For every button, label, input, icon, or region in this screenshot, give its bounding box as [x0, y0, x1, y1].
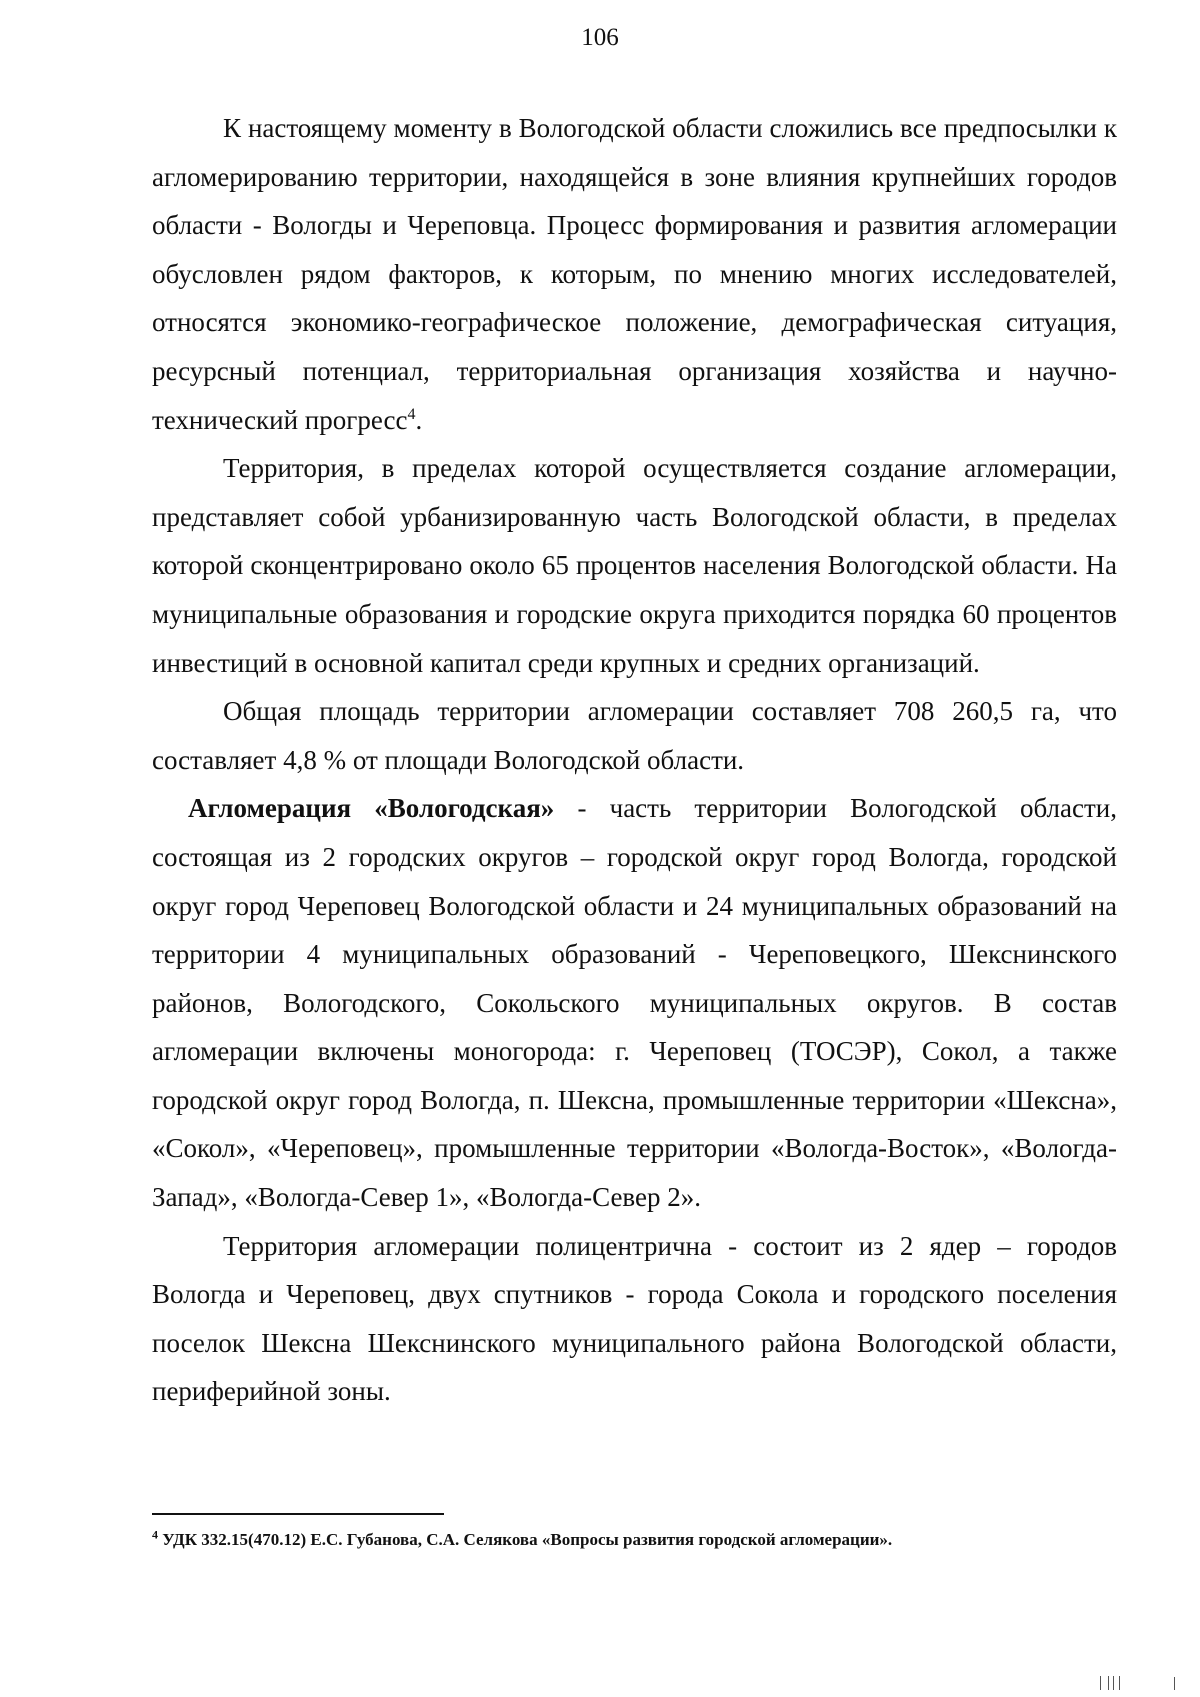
footnote-ref[interactable]: 4: [407, 405, 416, 423]
paragraph-prerequisites: [152, 104, 1117, 444]
agglomeration-name: Агломерация «Вологодская»: [188, 793, 555, 824]
paragraph-polycentric: Территория агломерации полицентрична - состоит из 2 ядер – городов Вологда и Череповец, двух спутников - города Сокола и городского поселения поселок Шексна Шекснинского муниципального района Вологодской области, периферийной зоны.: [152, 1230, 1117, 1407]
paragraph-agglomeration-text: - часть территории Вологодской области, состоящая из 2 городских округов – городской округ город Вологда, городской округ город Череповец Вологодской области и 24 муниципальных образований на территории 4 муниципальных образований - Череповецкого, Шекснинского районов, Вологодского, Сокольского муниципальных округов. В состав агломерации включены моногорода: г. Череповец (ТОСЭР), Сокол, а также городской округ город Вологда, п. Шексна, промышленные территории «Шексна», «Сокол», «Череповец», промышленные территории «Вологда-Восток», «Вологда-Запад», «Вологда-Север 1», «Вологда-Север 2».: [152, 793, 1117, 1213]
paragraph-prerequisites-end: .: [415, 404, 423, 435]
footnote-divider: [152, 1513, 444, 1515]
body-text: [152, 104, 1117, 1416]
page-number: 106: [581, 24, 619, 51]
scan-artifact-tick: [1174, 1677, 1175, 1690]
scan-artifact-mark: [1100, 1676, 1120, 1690]
footnote: [152, 1527, 1117, 1553]
paragraph-prerequisites-text: К настоящему моменту в Вологодской области сложились все предпосылки к агломерированию территории, находящейся в зоне влияния крупнейших городов области - Вологды и Череповца. Процесс формирования и развития агломерации обусловлен рядом факторов, к которым, по мнению многих исследователей, относятся экономико-географическое положение, демографическая ситуация, ресурсный потенциал, территориальная организация хозяйства и научно-технический прогресс: [152, 113, 1117, 435]
footnote-text: УДК 332.15(470.12) Е.С. Губанова, С.А. Селякова «Вопросы развития городской агломерации».: [158, 1530, 893, 1549]
paragraph-agglomeration: [152, 784, 1117, 1221]
paragraph-territory: Территория, в пределах которой осуществляется создание агломерации, представляет собой урбанизированную часть Вологодской области, в пределах которой сконцентрировано около 65 процентов населения Вологодской области. На муниципальные образования и городские округа приходится порядка 60 процентов инвестиций в основной капитал среди крупных и средних организаций.: [152, 453, 1117, 678]
footnote-marker: 4: [152, 1527, 158, 1542]
paragraph-area: Общая площадь территории агломерации составляет 708 260,5 га, что составляет 4,8 % от площади Вологодской области.: [152, 696, 1117, 775]
